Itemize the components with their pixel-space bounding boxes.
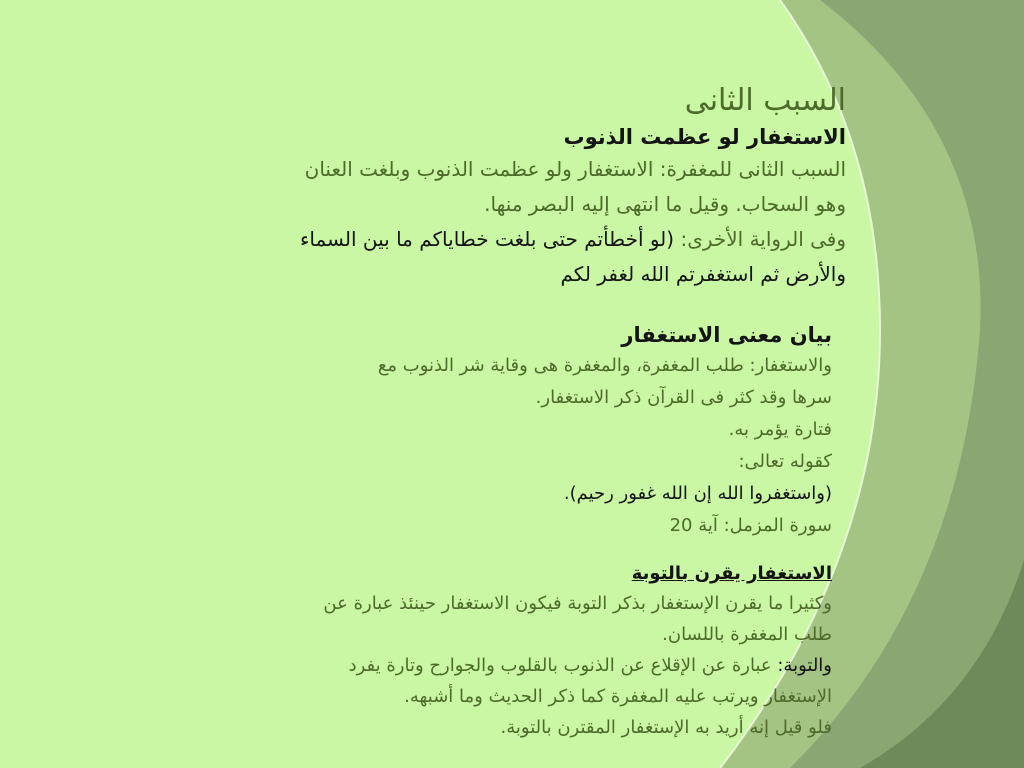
term-label: والتوبة:: [771, 655, 832, 676]
paragraph-line: سرها وقد كثر فى القرآن ذكر الاستغفار.: [535, 387, 832, 408]
paragraph-line: الإستغفار ويرتب عليه المغفرة كما ذكر الحديث وما أشبهه.: [404, 686, 832, 707]
paragraph-line: وهو السحاب. وقيل ما انتهى إليه البصر منها.: [484, 192, 846, 216]
paragraph-line: السبب الثانى للمغفرة: الاستغفار ولو عظمت الذنوب وبلغت العنان: [304, 157, 846, 181]
quran-verse: (واستغفروا الله إن الله غفور رحيم).: [563, 483, 832, 504]
paragraph-line-mixed: [46, 222, 846, 257]
section-heading: بيان معنى الاستغفار: [621, 323, 832, 347]
verse-reference: سورة المزمل: آية 20: [669, 515, 832, 536]
paragraph-line: والاستغفار: طلب المغفرة، والمغفرة هى وقاية شر الذنوب مع: [377, 355, 832, 376]
narration-intro: وفى الرواية الأخرى:: [674, 227, 846, 251]
section-heading: الاستغفار يقرن بالتوبة: [631, 563, 832, 584]
section-meaning-of-istighfar: [52, 320, 832, 542]
paragraph-line: طلب المغفرة باللسان.: [662, 624, 832, 645]
term-definition: عبارة عن الإقلاع عن الذنوب بالقلوب والجوارح وتارة يفرد: [348, 655, 772, 676]
paragraph-line: كقوله تعالى:: [738, 451, 832, 472]
hadith-quote: (لو أخطأتم حتى بلغت خطاياكم ما بين السماء: [299, 227, 675, 251]
section-subtitle: الاستغفار لو عظمت الذنوب: [563, 125, 846, 149]
section-istighfar-with-tawba: [32, 560, 832, 743]
paragraph-line: والأرض ثم استغفرتم الله لغفر لكم: [560, 262, 846, 286]
paragraph-line: فتارة يؤمر به.: [728, 419, 832, 440]
paragraph-line: وكثيرا ما يقرن الإستغفار بذكر التوبة فيكون الاستغفار حينئذ عبارة عن: [323, 593, 832, 614]
paragraph-line-mixed: [32, 650, 832, 681]
section-title: السبب الثانى: [684, 83, 846, 118]
paragraph-line: فلو قيل إنه أريد به الإستغفار المقترن بالتوبة.: [500, 717, 832, 738]
section-second-cause: [46, 80, 846, 292]
